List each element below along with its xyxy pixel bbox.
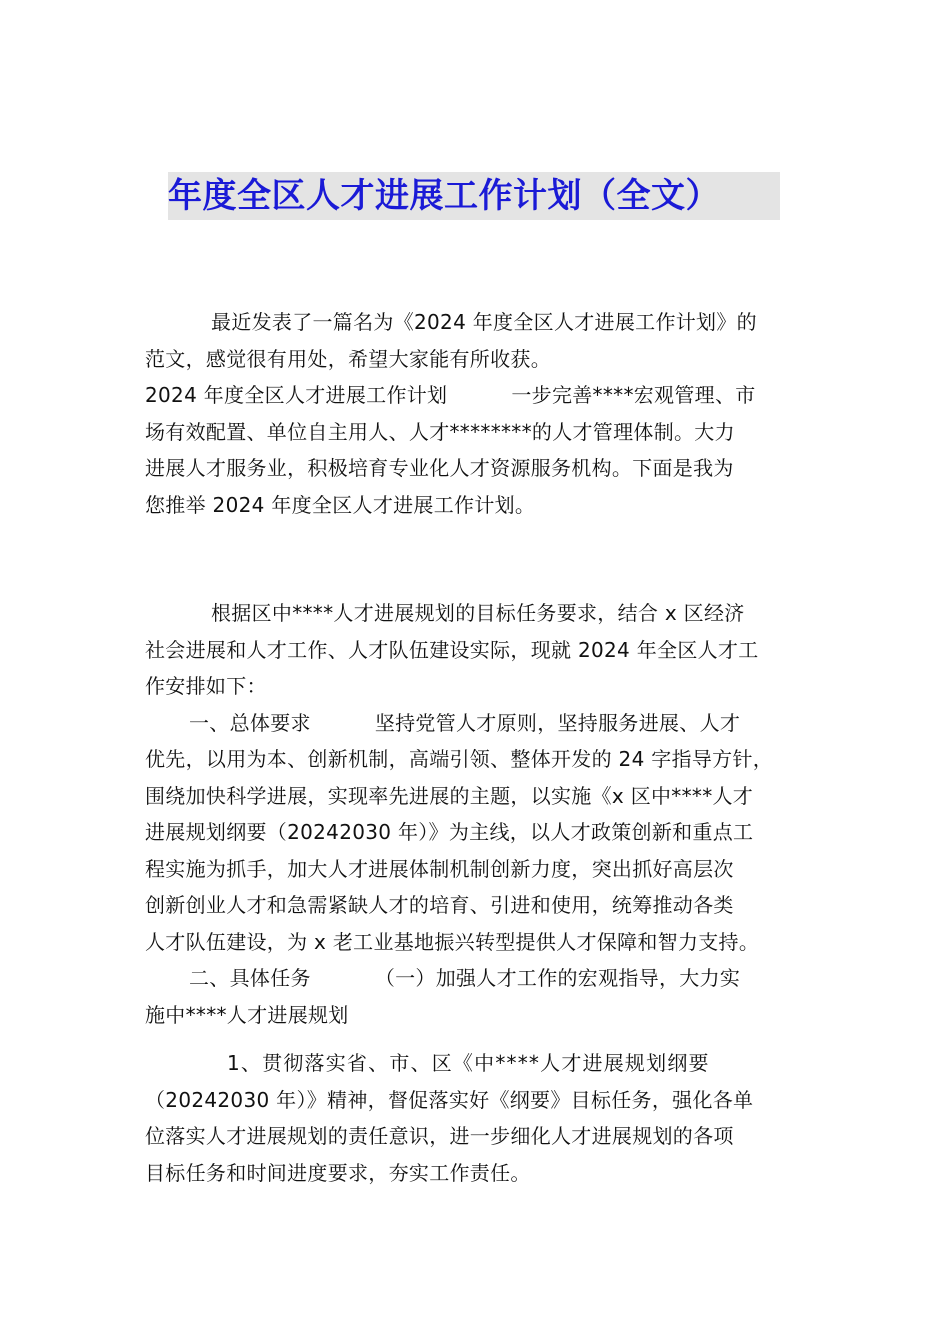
text-fragment: （一）加强人才工作的宏观指导，大力实: [374, 966, 741, 990]
intro-subtitle: 2024 年度全区人才进展工作计划: [145, 383, 448, 407]
text-line: 优先，以用为本、创新机制，高端引领、整体开发的 24 字指导方针，: [145, 747, 774, 771]
text-line: 位落实人才进展规划的责任意识，进一步细化人才进展规划的各项: [145, 1124, 734, 1148]
text-fragment: 坚持党管人才原则，坚持服务进展、人才: [374, 710, 741, 735]
text-line: 进展人才服务业，积极培育专业化人才资源服务机构。下面是我为: [145, 456, 734, 480]
text-line: 作安排如下：: [145, 674, 267, 698]
text-line: 范文，感觉很有用处，希望大家能有所收获。: [145, 346, 551, 371]
text-line: [145, 377, 813, 414]
intro-paragraph: [145, 304, 813, 523]
text-line: 围绕加快科学进展，实现率先进展的主题，以实施《x 区中****人才: [145, 783, 754, 808]
text-line: [145, 705, 813, 742]
text-line: （20242030 年）》精神，督促落实好《纲要》目标任务，强化各单: [145, 1087, 754, 1112]
text-line: 您推举 2024 年度全区人才进展工作计划。: [145, 492, 536, 517]
text-line: 目标任务和时间进度要求，夯实工作责任。: [145, 1160, 531, 1185]
document-title: 年度全区人才进展工作计划（全文）: [168, 176, 720, 216]
title-highlight: [168, 172, 780, 220]
text-line: 创新创业人才和急需紧缺人才的培育、引进和使用，统筹推动各类: [145, 893, 734, 917]
body-paragraph: [145, 595, 813, 1033]
text-line: [145, 960, 813, 997]
text-fragment: 一步完善****宏观管理、市: [511, 383, 756, 407]
text-line: 最近发表了一篇名为《2024 年度全区人才进展工作计划》的: [211, 310, 757, 334]
section-heading: 二、具体任务: [189, 966, 311, 990]
section-heading: 一、总体要求: [189, 710, 311, 735]
text-line: 人才队伍建设，为 x 老工业基地振兴转型提供人才保障和智力支持。: [145, 929, 760, 954]
text-line: 进展规划纲要（20242030 年）》为主线，以人才政策创新和重点工: [145, 820, 754, 844]
text-line: 场有效配置、单位自主用人、人才********的人才管理体制。大力: [145, 419, 735, 444]
text-line: 施中****人才进展规划: [145, 1002, 349, 1027]
text-line: 根据区中****人才进展规划的目标任务要求，结合 x 区经济: [211, 601, 745, 625]
text-line: 社会进展和人才工作、人才队伍建设实际，现就 2024 年全区人才工: [145, 637, 759, 662]
text-line: 1、贯彻落实省、市、区《中****人才进展规划纲要: [227, 1051, 710, 1075]
item-paragraph: [145, 1045, 813, 1191]
text-line: 程实施为抓手，加大人才进展体制机制创新力度，突出抓好高层次: [145, 856, 734, 881]
